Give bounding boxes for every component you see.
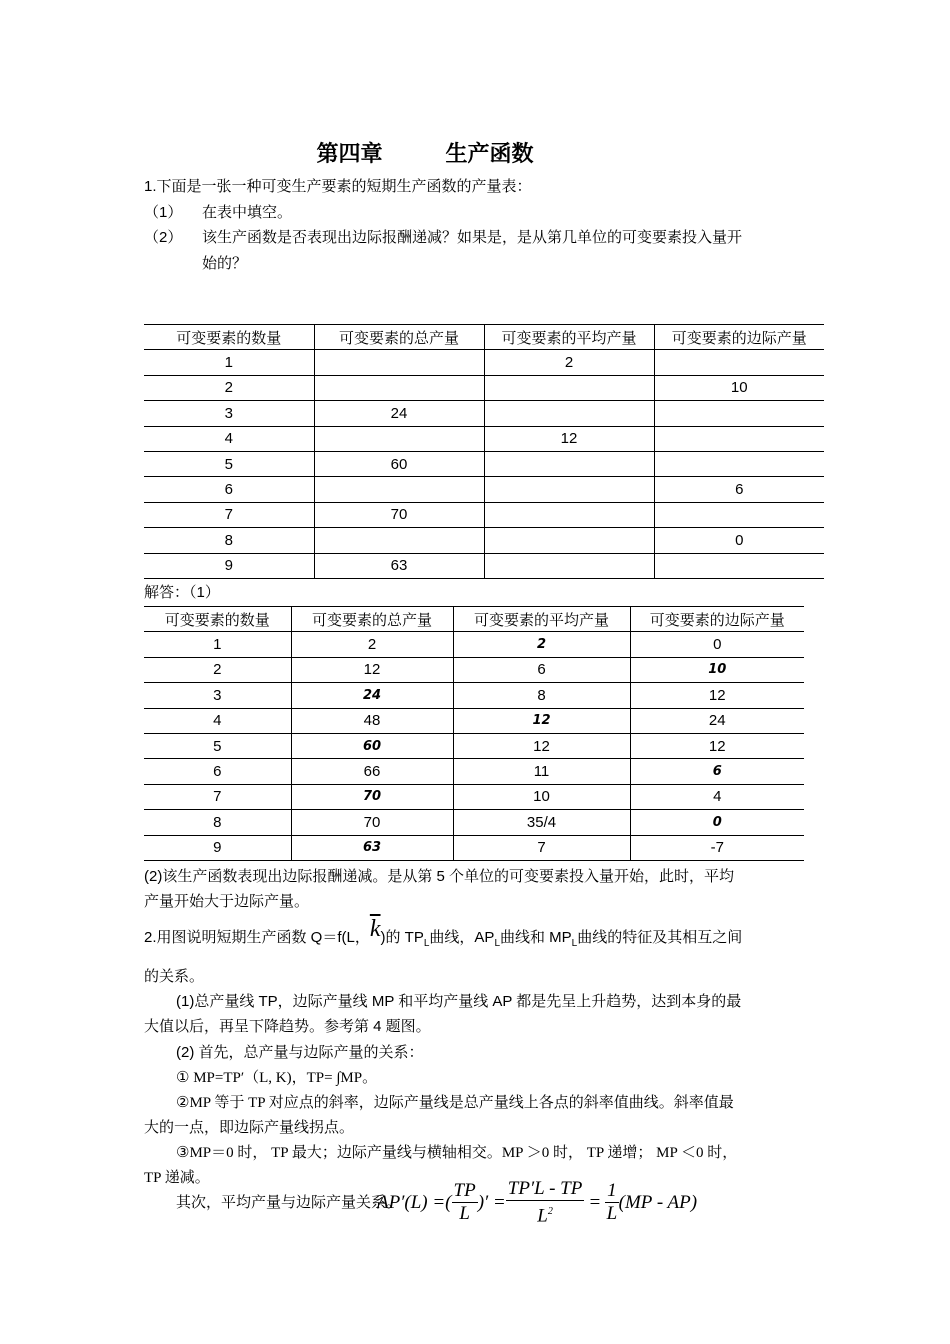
q2-sub-L3: L xyxy=(571,938,578,949)
table-row xyxy=(144,708,804,733)
q2-prefix: 2.用图说明短期生产函数 Q＝f(L， xyxy=(144,929,370,946)
table-cell: 1 xyxy=(144,350,314,375)
ap-mp-equation xyxy=(176,1178,697,1227)
table-cell xyxy=(314,528,484,553)
eq-mid: )′ = xyxy=(477,1191,506,1213)
table-cell xyxy=(314,426,484,451)
table-row xyxy=(144,632,804,657)
table-cell: 0 xyxy=(630,632,804,657)
table-row xyxy=(144,477,824,502)
table-cell: 12 xyxy=(484,426,654,451)
table-cell-given: 6 xyxy=(630,759,804,784)
table-cell xyxy=(484,502,654,527)
table-cell: 63 xyxy=(314,553,484,578)
eq-f3-denominator: L xyxy=(606,1203,618,1225)
a2-p6-prefix: 其次，平均产量与边际产量关系。 xyxy=(176,1193,402,1211)
table-cell-given: 12 xyxy=(453,708,630,733)
eq-f1-numerator: TP xyxy=(453,1180,476,1202)
eq-f2-denominator: L xyxy=(537,1205,548,1227)
eq-f2-numerator: TP′L - TP xyxy=(507,1178,583,1199)
q2-line2: 的关系。 xyxy=(144,968,205,985)
table-cell: 7 xyxy=(453,835,630,860)
production-table-answer xyxy=(144,606,804,861)
header-total-product: 可变要素的总产量 xyxy=(291,607,453,632)
table-row xyxy=(144,375,824,400)
table-cell: 6 xyxy=(144,759,291,784)
header-quantity: 可变要素的数量 xyxy=(144,325,314,350)
table-cell: 8 xyxy=(144,810,291,835)
q1-sub2-text-line2: 始的？ xyxy=(202,255,248,272)
table-row xyxy=(144,528,824,553)
table-cell: 11 xyxy=(453,759,630,784)
title-topic: 生产函数 xyxy=(445,141,534,166)
a2-p1-line1: (1)总产量线 TP，边际产量线 MP 和平均产量线 AP 都是先呈上升趋势，达到本身的最 xyxy=(176,993,742,1010)
answer2-line2: 产量开始大于边际产量。 xyxy=(144,893,310,910)
table-row xyxy=(144,502,824,527)
table-row xyxy=(144,784,804,809)
table-cell: 70 xyxy=(314,502,484,527)
eq-f1-denominator: L xyxy=(459,1203,470,1225)
table-cell: 66 xyxy=(291,759,453,784)
eq-f2-exponent: 2 xyxy=(547,1206,553,1217)
production-table-blank xyxy=(144,324,824,579)
table-cell: 35/4 xyxy=(453,810,630,835)
table-cell: 24 xyxy=(630,708,804,733)
q2-mid3: 曲线和 MP xyxy=(500,929,572,946)
header-average-product: 可变要素的平均产量 xyxy=(484,325,654,350)
q1-sub2-text-line1: 该生产函数是否表现出边际报酬递减？如果是，是从第几单位的可变要素投入量开 xyxy=(202,229,743,246)
table-row xyxy=(144,426,824,451)
a2-p1-line2: 大值以后，再呈下降趋势。参考第 4 题图。 xyxy=(144,1018,431,1035)
table-cell-given: 63 xyxy=(291,835,453,860)
header-marginal-product: 可变要素的边际产量 xyxy=(630,607,804,632)
q1-sub2-number: （2） xyxy=(144,229,183,246)
table-cell: -7 xyxy=(630,835,804,860)
table-row xyxy=(144,350,824,375)
q2-mid4: 曲线的特征及其相互之间 xyxy=(577,929,743,946)
table-cell: 12 xyxy=(630,733,804,758)
table-cell xyxy=(654,502,824,527)
table-cell: 6 xyxy=(144,477,314,502)
table-cell xyxy=(654,553,824,578)
table-cell: 5 xyxy=(144,451,314,476)
table-cell: 9 xyxy=(144,553,314,578)
table-cell: 4 xyxy=(144,708,291,733)
table-cell: 48 xyxy=(291,708,453,733)
header-quantity: 可变要素的数量 xyxy=(144,607,291,632)
table-row xyxy=(144,451,824,476)
table-cell xyxy=(484,451,654,476)
table-cell: 12 xyxy=(291,657,453,682)
table-cell: 5 xyxy=(144,733,291,758)
eq-fraction-derivative xyxy=(506,1178,585,1227)
title-chapter: 第四章 xyxy=(316,141,383,166)
table-cell: 6 xyxy=(654,477,824,502)
header-total-product: 可变要素的总产量 xyxy=(314,325,484,350)
table-row xyxy=(144,733,804,758)
table-cell: 2 xyxy=(291,632,453,657)
answer2-line1: (2)该生产函数表现出边际报酬递减。是从第 5 个单位的可变要素投入量开始，此时，平均 xyxy=(144,868,735,885)
table-row xyxy=(144,835,804,860)
table-cell xyxy=(484,528,654,553)
table-cell: 7 xyxy=(144,502,314,527)
table-row xyxy=(144,759,804,784)
table-cell xyxy=(314,350,484,375)
a2-p3: ① MP=TP′（L, K)，TP= ∫MP。 xyxy=(176,1070,378,1086)
table-cell: 3 xyxy=(144,683,291,708)
table-header-row xyxy=(144,607,804,632)
table-cell: 8 xyxy=(453,683,630,708)
table-cell xyxy=(654,451,824,476)
table-cell xyxy=(654,401,824,426)
table-cell-given: 2 xyxy=(453,632,630,657)
q2-stem xyxy=(144,916,743,955)
table-cell: 12 xyxy=(453,733,630,758)
table-cell: 7 xyxy=(144,784,291,809)
table-cell: 2 xyxy=(484,350,654,375)
a2-p2: (2) 首先，总产量与边际产量的关系： xyxy=(176,1044,424,1061)
eq-lhs: AP′(L) =( xyxy=(377,1191,452,1213)
table-cell: 4 xyxy=(630,784,804,809)
table-cell: 0 xyxy=(654,528,824,553)
table-cell: 24 xyxy=(314,401,484,426)
table-cell xyxy=(314,375,484,400)
table-cell: 10 xyxy=(453,784,630,809)
table-cell xyxy=(654,350,824,375)
table-cell: 3 xyxy=(144,401,314,426)
table-cell: 12 xyxy=(630,683,804,708)
table-row xyxy=(144,401,824,426)
table-cell: 1 xyxy=(144,632,291,657)
a2-p5-line1: ③MP＝0 时， TP 最大；边际产量线与横轴相交。MP ＞0 时， TP 递增； MP ＜0 时， xyxy=(176,1145,738,1161)
q2-sub-L2: L xyxy=(494,938,500,949)
table-cell xyxy=(484,401,654,426)
a2-p5-line2: TP 递减。 xyxy=(144,1170,210,1186)
a2-p4-line2: 大的一点，即边际产量线拐点。 xyxy=(144,1120,355,1136)
table-cell: 60 xyxy=(314,451,484,476)
q1-sub1-number: （1） xyxy=(144,204,183,221)
table-cell-given: 60 xyxy=(291,733,453,758)
table-cell: 10 xyxy=(654,375,824,400)
eq-equals: = xyxy=(588,1191,602,1213)
table-row xyxy=(144,810,804,835)
table-cell xyxy=(484,553,654,578)
answer-label: 解答：（1） xyxy=(144,584,220,601)
q2-mid2: 曲线，AP xyxy=(429,929,495,946)
q2-sub-L1: L xyxy=(423,938,430,949)
eq-rhs: (MP - AP) xyxy=(618,1191,698,1213)
eq-f3-numerator: 1 xyxy=(607,1180,617,1202)
table-cell-given: 0 xyxy=(630,810,804,835)
table-header-row xyxy=(144,325,824,350)
q1-stem: 1.下面是一张一种可变生产要素的短期生产函数的产量表： xyxy=(144,178,532,195)
k-bar-symbol: $\overline{k}$ xyxy=(369,916,381,942)
eq-fraction-one-over-l xyxy=(605,1180,619,1225)
table-cell: 4 xyxy=(144,426,314,451)
table-cell: 8 xyxy=(144,528,314,553)
table-cell xyxy=(314,477,484,502)
table-row xyxy=(144,683,804,708)
q1-sub1-text: 在表中填空。 xyxy=(202,204,293,221)
table-cell xyxy=(484,477,654,502)
table-cell: 2 xyxy=(144,375,314,400)
table-cell-given: 70 xyxy=(291,784,453,809)
table-cell xyxy=(654,426,824,451)
header-average-product: 可变要素的平均产量 xyxy=(453,607,630,632)
table-cell: 2 xyxy=(144,657,291,682)
page-title xyxy=(0,137,850,168)
q2-mid1: )的 TP xyxy=(380,929,424,946)
table-row xyxy=(144,553,824,578)
table-cell: 70 xyxy=(291,810,453,835)
a2-p4-line1: ②MP 等于 TP 对应点的斜率，边际产量线是总产量线上各点的斜率值曲线。斜率值最 xyxy=(176,1095,734,1111)
table-cell: 9 xyxy=(144,835,291,860)
eq-fraction-tp-over-l xyxy=(452,1180,478,1225)
table-cell xyxy=(484,375,654,400)
table-cell-given: 24 xyxy=(291,683,453,708)
table-row xyxy=(144,657,804,682)
table-cell-given: 10 xyxy=(630,657,804,682)
table-cell: 6 xyxy=(453,657,630,682)
header-marginal-product: 可变要素的边际产量 xyxy=(654,325,824,350)
